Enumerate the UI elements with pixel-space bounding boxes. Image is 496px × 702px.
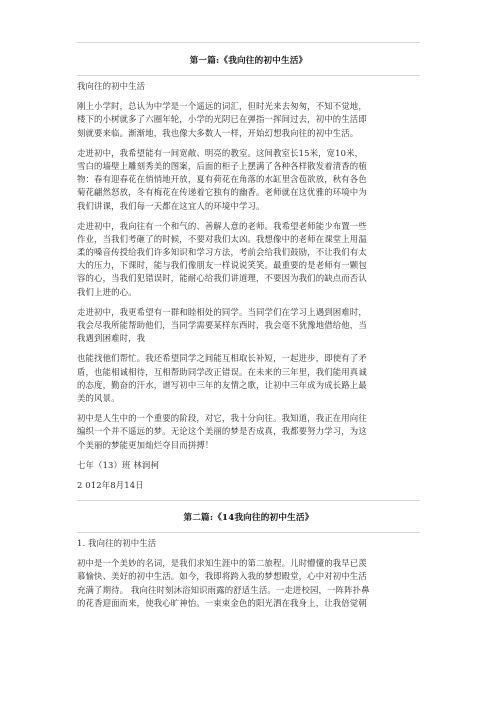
text-line: 2 012年8月14日 xyxy=(77,479,144,490)
text-line: 菊花翩然怒放，冬有梅花在传递着它独有的幽香。老师就在这优雅的环境中为 xyxy=(77,187,367,198)
paragraph xyxy=(77,306,420,346)
section-heading: 第二篇:《14我向往的初中生活》 xyxy=(183,513,314,524)
text-line: 我向往的初中生活 xyxy=(77,81,146,91)
text-line: 七年（13）班 林润柯 xyxy=(77,459,159,470)
text-line: 雪白的墙壁上雕刻秀美的图案，后面的柜子上摆满了各种各样散发着清香的植 xyxy=(77,160,367,171)
divider xyxy=(77,42,420,43)
text-line: 楼下的小树就多了六圈年轮，小学的光阴已在弹指一挥间过去，初中的生活即 xyxy=(77,114,367,125)
text-line: 走进初中，我希望能有一间宽敞、明亮的教室。这间教室长15米，宽10米， xyxy=(77,147,364,158)
document-content xyxy=(77,0,420,610)
paragraph xyxy=(77,537,420,550)
paragraph xyxy=(77,412,420,452)
paragraph xyxy=(77,557,420,610)
text-line: 美的风景。 xyxy=(77,392,120,403)
text-line: 物：春有迎春花在悄悄地开放，夏有荷花在角落的水缸里含苞欲放，秋有各色 xyxy=(77,174,367,185)
text-line: 走进初中，我向往有一个和气的、善解人意的老师。我希望老师能少布置一些 xyxy=(77,220,367,231)
paragraph xyxy=(77,459,420,472)
text-line: 容的心，当我们犯错误时，能耐心给我们讲道理，不要因为我们的缺点而否认 xyxy=(77,273,367,284)
text-line: 我会尽我所能帮助他们，当同学需要某样东西时，我会毫不犹豫地借给他，当 xyxy=(77,320,367,330)
text-line: 走进初中，我更希望有一群和睦相处的同学。当同学们在学习上遇到困难时， xyxy=(77,306,367,317)
text-line: 柔的嗓音传授给我们许多知识和学习方法，考前会给我们鼓励，不让我们有太 xyxy=(77,247,367,258)
text-line: 编织一个并不遥远的梦。无论这个美丽的梦是否成真，我都要努力学习，为这 xyxy=(77,426,367,437)
paragraph xyxy=(77,147,420,213)
section-heading: 第一篇:《我向往的初中生活》 xyxy=(189,56,308,66)
text-line: 大的压力，下课时，能与我们像朋友一样说说笑笑。最重要的是老师有一颗包 xyxy=(77,260,367,271)
text-line: 的花香迎面而来，使我心旷神怡。一束束金色的阳光洒在我身上，让我倍觉朝 xyxy=(77,597,367,608)
paragraph xyxy=(77,220,420,299)
text-line: 慕愉快、美好的初中生活。如今，我即将跨入我的梦想殿堂，心中对初中生活 xyxy=(77,571,367,582)
text-line: 盾，也能相诚相待，互相帮助同学改正错误。在未来的三年里，我们能用真诚 xyxy=(77,366,367,377)
text-line: 也能找他们帮忙。我还希望同学之间能互相取长补短，一起进步，即使有了矛 xyxy=(77,353,367,364)
divider xyxy=(77,500,420,501)
divider xyxy=(77,75,420,76)
text-line: 我遇到困难时，我 xyxy=(77,333,146,344)
text-line: 1. 我向往的初中生活 xyxy=(77,538,157,549)
text-line: 刚上小学时，总认为中学是一个遥远的词汇，但时光来去匆匆，不知不觉地， xyxy=(77,101,367,112)
text-line: 充满了期待。 我向往时刻沐浴知识雨露的舒适生活。一走进校园，一阵阵扑鼻 xyxy=(77,584,370,595)
text-line: 初中是人生中的一个重要的阶段，对它，我十分向往。我知道，我正在用向往 xyxy=(77,413,367,424)
text-line: 刻就要来临。渐渐地，我也像大多数人一样，开始幻想我向往的初中生活。 xyxy=(77,127,359,138)
divider xyxy=(77,532,420,533)
paragraph xyxy=(77,352,420,405)
text-line: 我们上进的心。 xyxy=(77,286,137,297)
text-line: 的态度，勤奋的汗水，谱写初中三年的友情之歌，让初中三年成为成长路上最 xyxy=(77,379,367,390)
text-line: 初中是一个美妙的名词，是我们求知生涯中的第二旅程。儿时懵懂的我早已羡 xyxy=(77,558,367,569)
paragraph xyxy=(77,80,420,93)
text-line: 我们讲课，我们每一天都在这宜人的环境中学习。 xyxy=(77,200,265,211)
paragraph xyxy=(77,479,420,492)
text-line: 个美丽的梦能更加灿烂夺目而拼搏！ xyxy=(77,439,214,450)
paragraph xyxy=(77,100,420,140)
text-line: 作业，当我们考砸了的时候，不要对我们太凶。我想像中的老师在课堂上用温 xyxy=(77,233,367,244)
